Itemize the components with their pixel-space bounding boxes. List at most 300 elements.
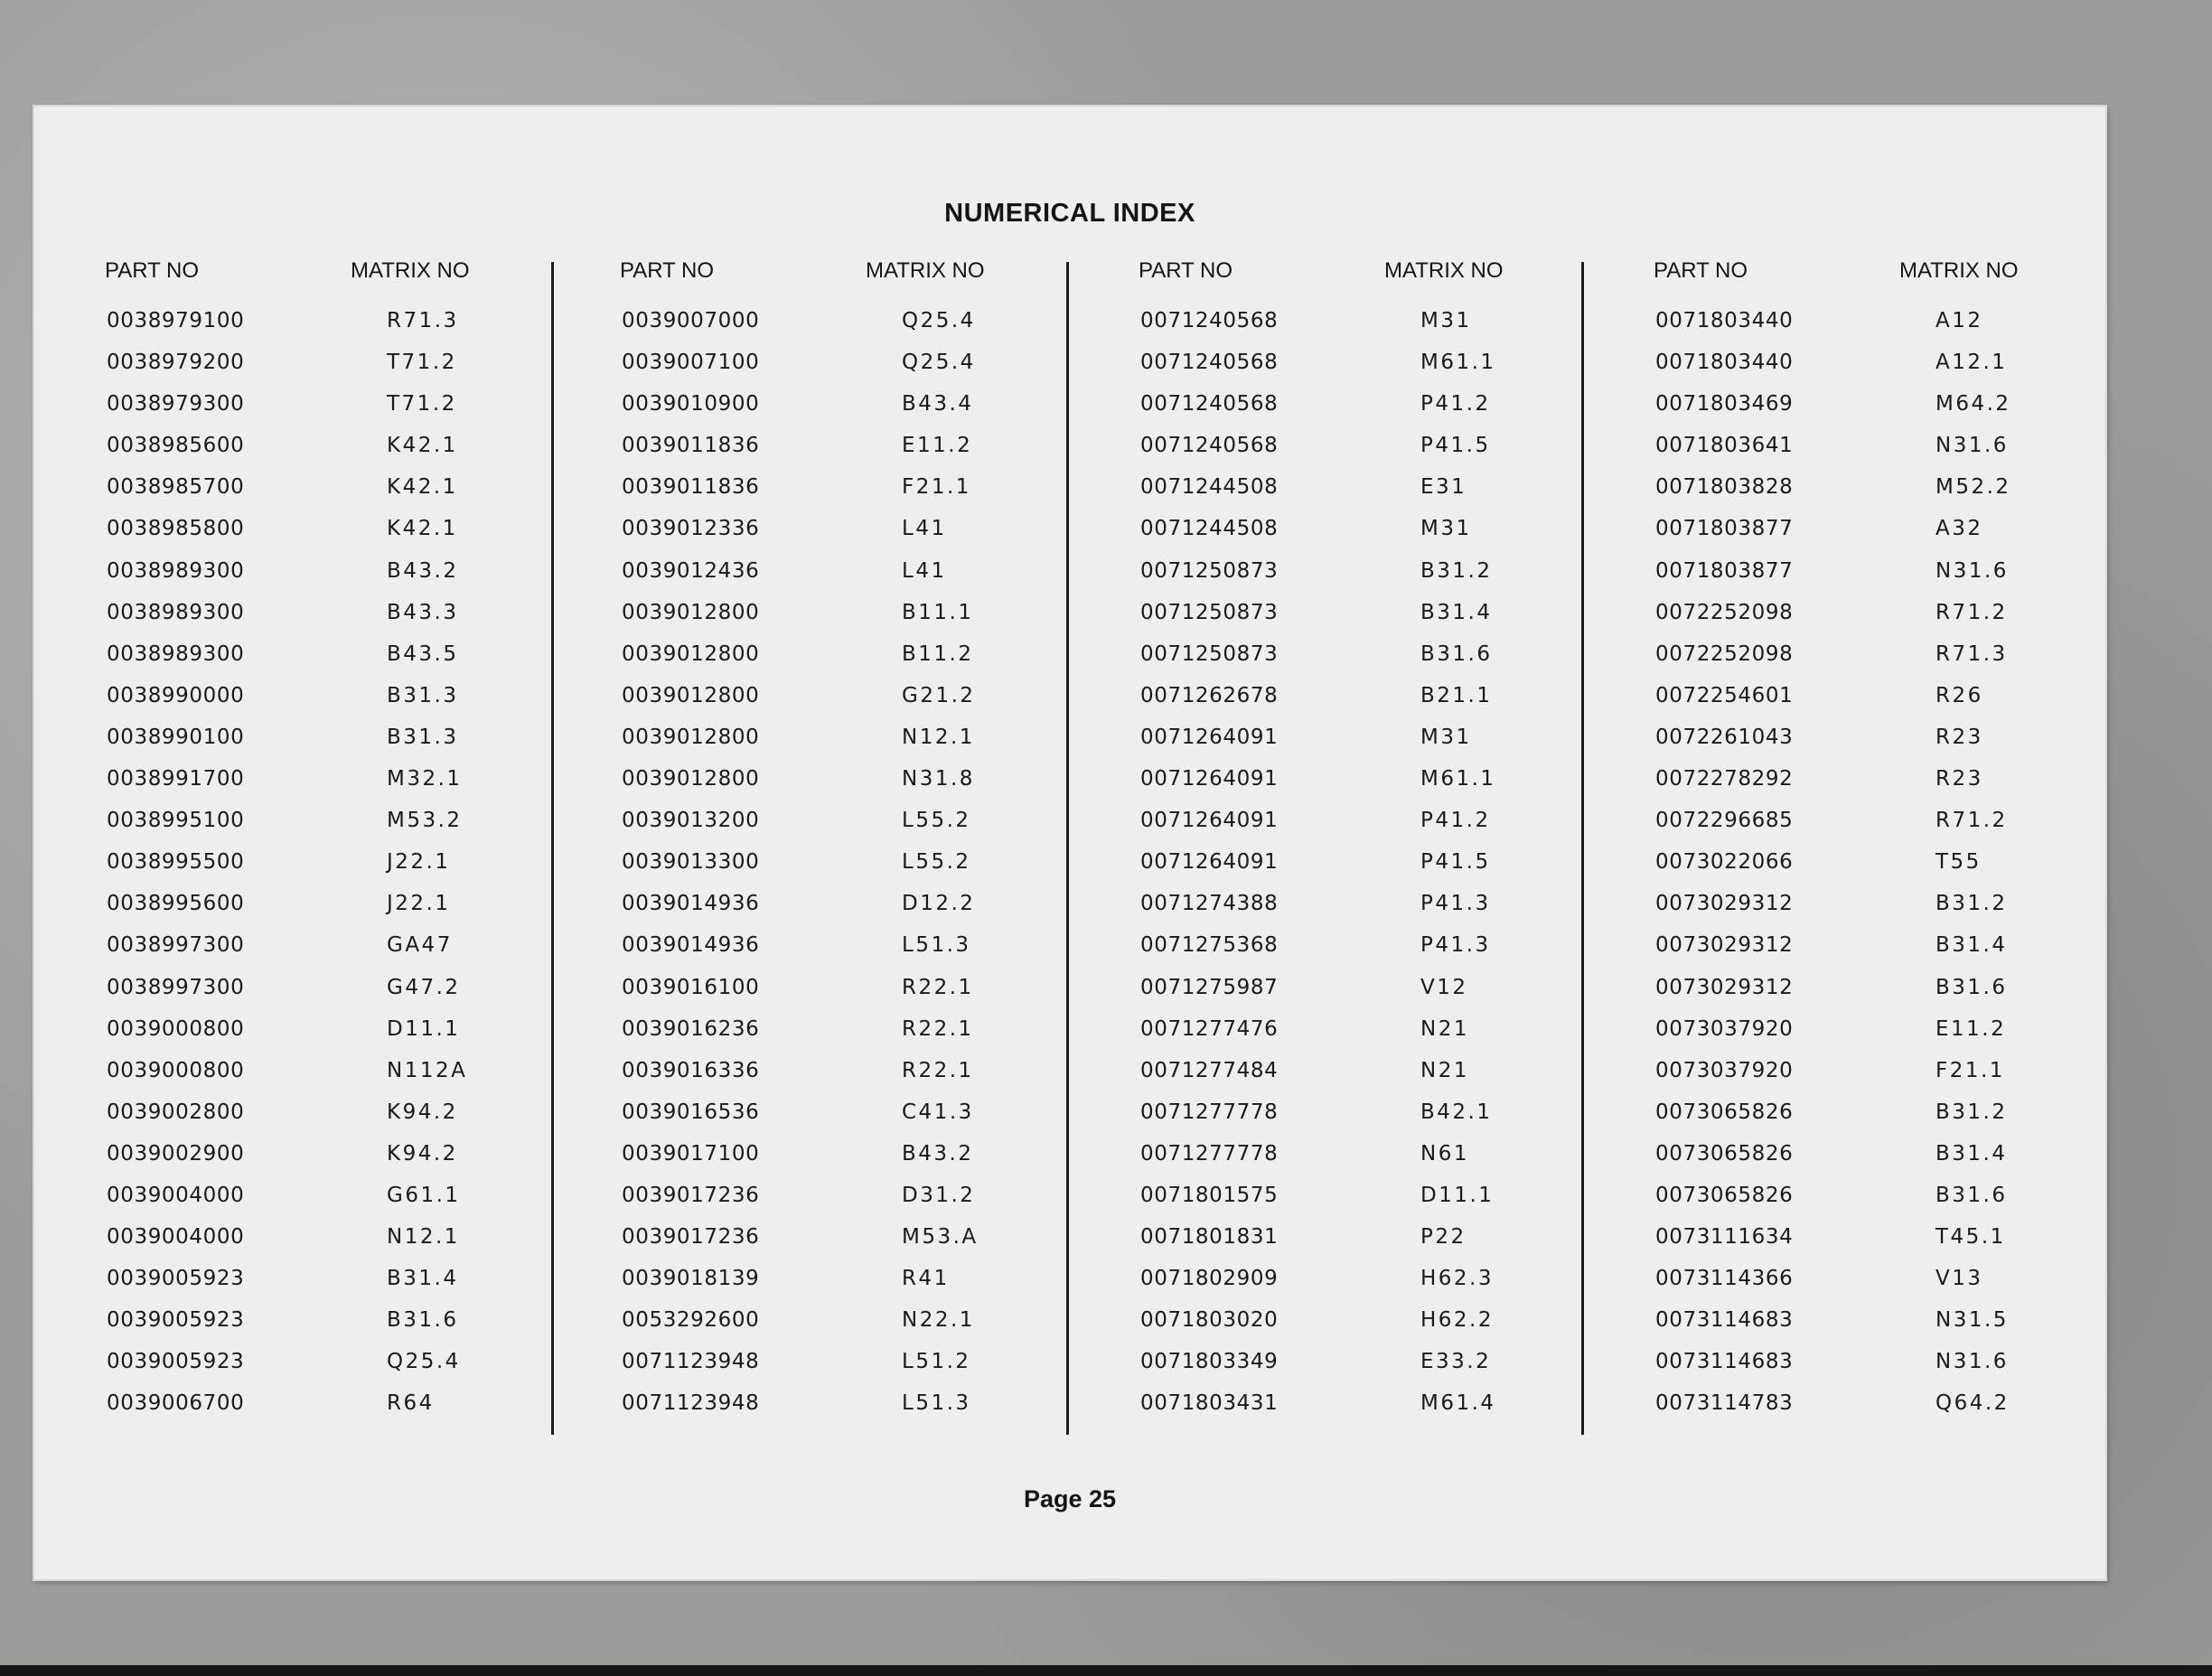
matrix-number: B31.3 xyxy=(387,725,459,749)
matrix-number: V13 xyxy=(1936,1267,1983,1291)
matrix-number: B31.4 xyxy=(1936,1141,2008,1166)
matrix-number: V12 xyxy=(1420,975,1468,999)
index-row xyxy=(1139,1350,1608,1391)
part-number: 0038979300 xyxy=(107,392,245,417)
index-row xyxy=(105,309,575,351)
part-number: 0073022066 xyxy=(1655,850,1794,875)
part-number: 0071262678 xyxy=(1140,683,1279,707)
matrix-number: B31.2 xyxy=(1936,892,2008,916)
matrix-number: F21.1 xyxy=(902,475,971,500)
matrix-number: K94.2 xyxy=(387,1100,458,1124)
index-row xyxy=(1139,892,1608,933)
part-number: 0071803641 xyxy=(1655,434,1794,458)
matrix-number: B31.2 xyxy=(1420,558,1493,583)
part-number: 0038995600 xyxy=(107,892,245,916)
index-row xyxy=(105,392,575,434)
part-number: 0039006700 xyxy=(107,1391,245,1416)
scan-border xyxy=(0,1665,2212,1676)
index-row xyxy=(105,1308,575,1350)
index-row xyxy=(620,1184,1090,1225)
index-row xyxy=(1139,1142,1608,1184)
part-number: 0039016236 xyxy=(622,1016,760,1041)
matrix-number: N31.5 xyxy=(1936,1308,2009,1333)
matrix-number: B31.4 xyxy=(1936,933,2008,958)
part-number: 0039005923 xyxy=(107,1350,245,1374)
matrix-number: B31.6 xyxy=(1420,641,1493,666)
part-number: 0071277778 xyxy=(1140,1141,1279,1166)
matrix-number: T45.1 xyxy=(1936,1225,2006,1250)
index-row xyxy=(105,976,575,1017)
part-number: 0038997300 xyxy=(107,975,245,999)
index-row xyxy=(1139,517,1608,558)
part-number: 0039012800 xyxy=(622,725,760,749)
index-row xyxy=(620,933,1090,975)
part-number: 0071802909 xyxy=(1140,1267,1279,1291)
part-number: 0071250873 xyxy=(1140,641,1279,666)
part-number: 0038997300 xyxy=(107,933,245,958)
matrix-number: M61.1 xyxy=(1420,351,1496,375)
part-number: 0038990000 xyxy=(107,683,245,707)
matrix-number: L41 xyxy=(902,558,947,583)
index-row xyxy=(1139,809,1608,850)
part-number: 0038989300 xyxy=(107,641,245,666)
index-row xyxy=(1654,1350,2123,1391)
index-row xyxy=(1139,850,1608,892)
part-number: 0073114683 xyxy=(1655,1308,1794,1333)
index-row xyxy=(1654,559,2123,601)
matrix-number: J22.1 xyxy=(387,850,451,875)
part-number: 0038989300 xyxy=(107,558,245,583)
index-row xyxy=(1139,475,1608,517)
matrix-number: P41.2 xyxy=(1420,392,1491,417)
index-row xyxy=(620,642,1090,684)
index-row xyxy=(1654,309,2123,351)
part-number: 0071264091 xyxy=(1140,767,1279,791)
matrix-number: H62.3 xyxy=(1420,1267,1495,1291)
matrix-number: R26 xyxy=(1936,683,1983,707)
index-row xyxy=(620,767,1090,809)
index-row xyxy=(1139,351,1608,392)
part-number: 0071801575 xyxy=(1140,1183,1279,1207)
matrix-number: B43.2 xyxy=(902,1141,974,1166)
index-row xyxy=(1654,892,2123,933)
matrix-number: M64.2 xyxy=(1936,392,2011,417)
part-number: 0039004000 xyxy=(107,1225,245,1250)
part-number: 0071244508 xyxy=(1140,517,1279,541)
matrix-number: M53.2 xyxy=(387,809,463,833)
part-number: 0073111634 xyxy=(1655,1225,1794,1250)
index-row xyxy=(1654,1184,2123,1225)
index-rows xyxy=(1139,309,1608,1434)
matrix-no-header: MATRIX NO xyxy=(866,258,985,283)
matrix-no-header: MATRIX NO xyxy=(1899,258,2019,283)
part-number: 0039012800 xyxy=(622,767,760,791)
matrix-number: D12.2 xyxy=(902,892,976,916)
index-rows xyxy=(620,309,1090,1434)
index-row xyxy=(620,1308,1090,1350)
index-row xyxy=(1654,1391,2123,1433)
matrix-number: J22.1 xyxy=(387,892,451,916)
matrix-number: R22.1 xyxy=(902,975,974,999)
matrix-number: C41.3 xyxy=(902,1100,974,1124)
index-row xyxy=(1654,392,2123,434)
index-row xyxy=(105,1267,575,1308)
index-row xyxy=(1654,726,2123,767)
index-row xyxy=(620,684,1090,726)
matrix-number: M31 xyxy=(1420,725,1472,749)
matrix-number: T71.2 xyxy=(387,392,457,417)
matrix-number: L55.2 xyxy=(902,850,971,875)
part-number: 0038985700 xyxy=(107,475,245,500)
matrix-number: B43.3 xyxy=(387,600,459,624)
column-divider xyxy=(1581,262,1584,1435)
index-row xyxy=(1139,1267,1608,1308)
index-row xyxy=(620,850,1090,892)
matrix-number: M52.2 xyxy=(1936,475,2011,500)
index-row xyxy=(1139,1391,1608,1433)
part-number: 0038979200 xyxy=(107,351,245,375)
part-number: 0039017236 xyxy=(622,1225,760,1250)
matrix-number: B31.3 xyxy=(387,683,459,707)
index-row xyxy=(620,1059,1090,1100)
matrix-number: L51.3 xyxy=(902,1391,971,1416)
index-row xyxy=(105,351,575,392)
part-number: 0071803877 xyxy=(1655,517,1794,541)
index-row xyxy=(620,1267,1090,1308)
part-number: 0071240568 xyxy=(1140,392,1279,417)
index-row xyxy=(1654,351,2123,392)
index-row xyxy=(1139,726,1608,767)
matrix-number: B43.4 xyxy=(902,392,974,417)
matrix-number: R71.2 xyxy=(1936,809,2008,833)
index-row xyxy=(105,850,575,892)
part-number: 0072252098 xyxy=(1655,600,1794,624)
matrix-number: L55.2 xyxy=(902,809,971,833)
part-number: 0039014936 xyxy=(622,933,760,958)
matrix-number: M53.A xyxy=(902,1225,979,1250)
part-number: 0071250873 xyxy=(1140,558,1279,583)
matrix-number: N22.1 xyxy=(902,1308,975,1333)
index-row xyxy=(1139,1184,1608,1225)
part-number: 0071123948 xyxy=(622,1391,760,1416)
matrix-number: L51.2 xyxy=(902,1350,971,1374)
matrix-number: B31.4 xyxy=(387,1267,459,1291)
matrix-number: E31 xyxy=(1420,475,1467,500)
part-number: 0039016336 xyxy=(622,1058,760,1082)
index-row xyxy=(105,1100,575,1142)
column-divider xyxy=(551,262,554,1435)
index-row xyxy=(1139,434,1608,475)
matrix-number: M31 xyxy=(1420,309,1472,332)
part-number: 0039012336 xyxy=(622,517,760,541)
index-row xyxy=(105,1142,575,1184)
index-row xyxy=(105,933,575,975)
matrix-number: E11.2 xyxy=(1936,1016,2007,1041)
index-row xyxy=(1654,684,2123,726)
matrix-number: R64 xyxy=(387,1391,435,1416)
part-number: 0073114783 xyxy=(1655,1391,1794,1416)
index-row xyxy=(1654,1017,2123,1059)
matrix-number: N12.1 xyxy=(387,1225,460,1250)
matrix-number: N112A xyxy=(387,1058,468,1082)
index-row xyxy=(1654,517,2123,558)
matrix-number: K42.1 xyxy=(387,475,458,500)
matrix-number: Q25.4 xyxy=(902,309,976,332)
part-number: 0072254601 xyxy=(1655,683,1794,707)
index-row xyxy=(105,434,575,475)
index-row xyxy=(1654,767,2123,809)
part-number: 0073037920 xyxy=(1655,1016,1794,1041)
matrix-number: R23 xyxy=(1936,725,1983,749)
matrix-number: M61.1 xyxy=(1420,767,1496,791)
column-divider xyxy=(1066,262,1069,1435)
part-number: 0039014936 xyxy=(622,892,760,916)
index-row xyxy=(1654,475,2123,517)
part-number: 0039007000 xyxy=(622,309,760,332)
index-row xyxy=(1139,559,1608,601)
matrix-number: L41 xyxy=(902,517,947,541)
matrix-number: B31.6 xyxy=(1936,975,2008,999)
part-number: 0039013300 xyxy=(622,850,760,875)
part-number: 0039007100 xyxy=(622,351,760,375)
part-number: 0071275368 xyxy=(1140,933,1279,958)
matrix-number: N21 xyxy=(1420,1016,1469,1041)
index-row xyxy=(1139,392,1608,434)
part-number: 0071240568 xyxy=(1140,434,1279,458)
matrix-number: Q64.2 xyxy=(1936,1391,2010,1416)
part-no-header: PART NO xyxy=(105,258,200,283)
matrix-number: R71.3 xyxy=(1936,641,2008,666)
part-number: 0071277778 xyxy=(1140,1100,1279,1124)
part-number: 0071240568 xyxy=(1140,309,1279,332)
matrix-number: D11.1 xyxy=(387,1016,461,1041)
page-number: Page 25 xyxy=(1023,1485,1117,1512)
matrix-number: E11.2 xyxy=(902,434,973,458)
part-number: 0039016100 xyxy=(622,975,760,999)
index-row xyxy=(1139,1059,1608,1100)
matrix-number: B31.4 xyxy=(1420,600,1493,624)
index-row xyxy=(1139,1225,1608,1267)
part-number: 0071803020 xyxy=(1140,1308,1279,1333)
matrix-number: Q25.4 xyxy=(902,351,976,375)
matrix-number: B21.1 xyxy=(1420,683,1493,707)
part-number: 0073065826 xyxy=(1655,1183,1794,1207)
part-number: 0038995500 xyxy=(107,850,245,875)
index-row xyxy=(1654,1267,2123,1308)
index-row xyxy=(1654,933,2123,975)
index-row xyxy=(620,1350,1090,1391)
index-row xyxy=(1654,642,2123,684)
part-number: 0073037920 xyxy=(1655,1058,1794,1082)
part-no-header: PART NO xyxy=(1139,258,1233,283)
matrix-number: B31.6 xyxy=(387,1308,459,1333)
part-number: 0071803828 xyxy=(1655,475,1794,500)
part-number: 0053292600 xyxy=(622,1308,760,1333)
index-row xyxy=(620,559,1090,601)
index-row xyxy=(620,1142,1090,1184)
index-row xyxy=(1654,434,2123,475)
index-row xyxy=(1139,976,1608,1017)
document-page xyxy=(34,107,2105,1579)
part-number: 0071274388 xyxy=(1140,892,1279,916)
matrix-number: B11.1 xyxy=(902,600,974,624)
matrix-no-header: MATRIX NO xyxy=(351,258,470,283)
matrix-number: B43.5 xyxy=(387,641,459,666)
index-row xyxy=(105,1059,575,1100)
matrix-number: N31.6 xyxy=(1936,558,2009,583)
index-row xyxy=(105,726,575,767)
matrix-number: R23 xyxy=(1936,767,1983,791)
part-number: 0039012800 xyxy=(622,600,760,624)
part-number: 0071275987 xyxy=(1140,975,1279,999)
matrix-number: D11.1 xyxy=(1420,1183,1495,1207)
part-number: 0073114366 xyxy=(1655,1267,1794,1291)
index-row xyxy=(620,434,1090,475)
part-number: 0038991700 xyxy=(107,767,245,791)
matrix-number: P22 xyxy=(1420,1225,1467,1250)
matrix-number: B42.1 xyxy=(1420,1100,1493,1124)
index-row xyxy=(1139,601,1608,642)
part-number: 0038995100 xyxy=(107,809,245,833)
part-number: 0071801831 xyxy=(1140,1225,1279,1250)
index-row xyxy=(620,351,1090,392)
part-number: 0073029312 xyxy=(1655,933,1794,958)
index-row xyxy=(1654,1142,2123,1184)
matrix-number: A12.1 xyxy=(1936,351,2008,375)
matrix-number: R22.1 xyxy=(902,1016,974,1041)
part-number: 0039016536 xyxy=(622,1100,760,1124)
index-row xyxy=(620,601,1090,642)
matrix-number: G61.1 xyxy=(387,1183,461,1207)
index-row xyxy=(105,684,575,726)
part-number: 0038979100 xyxy=(107,309,245,332)
matrix-number: B11.2 xyxy=(902,641,974,666)
index-row xyxy=(1139,642,1608,684)
part-no-header: PART NO xyxy=(1654,258,1748,283)
matrix-number: T71.2 xyxy=(387,351,457,375)
part-number: 0071250873 xyxy=(1140,600,1279,624)
matrix-number: M61.4 xyxy=(1420,1391,1496,1416)
matrix-number: B31.6 xyxy=(1936,1183,2008,1207)
index-row xyxy=(1654,1100,2123,1142)
index-row xyxy=(620,475,1090,517)
part-number: 0038990100 xyxy=(107,725,245,749)
part-number: 0039012800 xyxy=(622,683,760,707)
matrix-number: G21.2 xyxy=(902,683,976,707)
matrix-number: N31.8 xyxy=(902,767,975,791)
part-number: 0039000800 xyxy=(107,1016,245,1041)
matrix-number: F21.1 xyxy=(1936,1058,2005,1082)
index-row xyxy=(105,1350,575,1391)
part-number: 0071264091 xyxy=(1140,850,1279,875)
index-row xyxy=(1139,1017,1608,1059)
part-number: 0071264091 xyxy=(1140,809,1279,833)
index-row xyxy=(105,601,575,642)
matrix-number: H62.2 xyxy=(1420,1308,1495,1333)
index-row xyxy=(1654,1308,2123,1350)
index-row xyxy=(1654,1225,2123,1267)
matrix-number: G47.2 xyxy=(387,975,461,999)
part-number: 0039012800 xyxy=(622,641,760,666)
matrix-number: K94.2 xyxy=(387,1141,458,1166)
part-number: 0071244508 xyxy=(1140,475,1279,500)
index-row xyxy=(1654,601,2123,642)
index-row xyxy=(1139,767,1608,809)
index-row xyxy=(620,1225,1090,1267)
index-row xyxy=(620,1017,1090,1059)
matrix-number: M31 xyxy=(1420,517,1472,541)
matrix-number: K42.1 xyxy=(387,434,458,458)
matrix-number: B43.2 xyxy=(387,558,459,583)
index-row xyxy=(105,475,575,517)
part-number: 0039012436 xyxy=(622,558,760,583)
part-number: 0039018139 xyxy=(622,1267,760,1291)
index-row xyxy=(105,767,575,809)
index-row xyxy=(1654,809,2123,850)
matrix-number: P41.3 xyxy=(1420,933,1491,958)
matrix-number: N61 xyxy=(1420,1141,1469,1166)
index-row xyxy=(620,517,1090,558)
part-number: 0073029312 xyxy=(1655,892,1794,916)
index-row xyxy=(1654,850,2123,892)
matrix-number: GA47 xyxy=(387,933,453,958)
part-number: 0038985800 xyxy=(107,517,245,541)
matrix-number: A12 xyxy=(1936,309,1983,332)
matrix-number: N21 xyxy=(1420,1058,1469,1082)
index-rows xyxy=(105,309,575,1434)
matrix-number: T55 xyxy=(1936,850,1982,875)
index-row xyxy=(620,1100,1090,1142)
index-row xyxy=(1139,684,1608,726)
index-row xyxy=(105,1184,575,1225)
part-number: 0039004000 xyxy=(107,1183,245,1207)
index-row xyxy=(620,1391,1090,1433)
part-number: 0039017236 xyxy=(622,1183,760,1207)
part-number: 0071803431 xyxy=(1140,1391,1279,1416)
matrix-no-header: MATRIX NO xyxy=(1384,258,1504,283)
matrix-number: R71.3 xyxy=(387,309,459,332)
part-number: 0072296685 xyxy=(1655,809,1794,833)
index-row xyxy=(620,726,1090,767)
part-number: 0039010900 xyxy=(622,392,760,417)
page-title: NUMERICAL INDEX xyxy=(944,199,1195,228)
part-no-header: PART NO xyxy=(620,258,715,283)
index-row xyxy=(620,309,1090,351)
part-number: 0071277484 xyxy=(1140,1058,1279,1082)
part-number: 0039005923 xyxy=(107,1308,245,1333)
matrix-number: P41.5 xyxy=(1420,850,1491,875)
matrix-number: R22.1 xyxy=(902,1058,974,1082)
part-number: 0039005923 xyxy=(107,1267,245,1291)
index-row xyxy=(105,559,575,601)
index-row xyxy=(105,809,575,850)
matrix-number: R71.2 xyxy=(1936,600,2008,624)
index-row xyxy=(105,1391,575,1433)
part-number: 0072278292 xyxy=(1655,767,1794,791)
index-rows xyxy=(1654,309,2123,1434)
index-row xyxy=(620,892,1090,933)
index-row xyxy=(1654,976,2123,1017)
part-number: 0073029312 xyxy=(1655,975,1794,999)
part-number: 0073065826 xyxy=(1655,1141,1794,1166)
part-number: 0073065826 xyxy=(1655,1100,1794,1124)
index-row xyxy=(620,809,1090,850)
part-number: 0039011836 xyxy=(622,475,760,500)
index-row xyxy=(1139,933,1608,975)
part-number: 0073114683 xyxy=(1655,1350,1794,1374)
matrix-number: R41 xyxy=(902,1267,950,1291)
part-number: 0071277476 xyxy=(1140,1016,1279,1041)
